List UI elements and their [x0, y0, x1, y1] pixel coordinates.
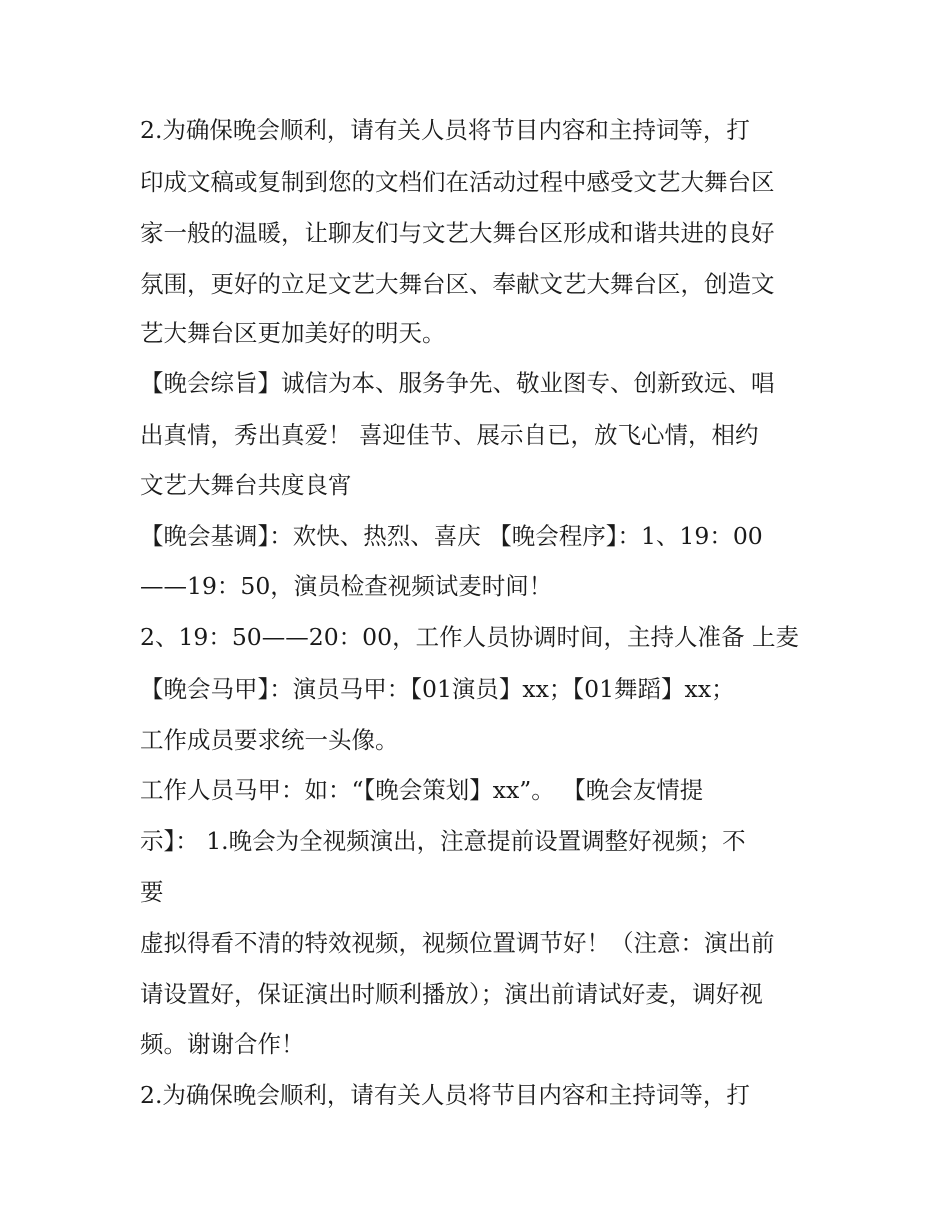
text-line-11: 2、19：50——20：00，工作人员协调时间，主持人准备 上麦 — [140, 623, 800, 651]
text-line-4: 氛围，更好的立足文艺大舞台区、奉献文艺大舞台区，创造文 — [140, 270, 775, 298]
text-line-1: 2.为确保晚会顺利，请有关人员将节目内容和主持词等，打 — [140, 116, 750, 144]
text-line-17: 虚拟得看不清的特效视频，视频位置调节好！（注意：演出前 — [140, 929, 775, 957]
text-line-15: 示】： 1.晚会为全视频演出，注意提前设置调整好视频；不 — [140, 827, 746, 855]
text-line-13: 工作成员要求统一头像。 — [140, 726, 399, 754]
text-line-3: 家一般的温暖，让聊友们与文艺大舞台区形成和谐共进的良好 — [140, 219, 775, 247]
text-line-2: 印成文稿或复制到您的文档们在活动过程中感受文艺大舞台区 — [140, 168, 775, 196]
text-line-10: ——19：50，演员检查视频试麦时间！ — [140, 572, 553, 600]
text-line-20: 2.为确保晚会顺利，请有关人员将节目内容和主持词等，打 — [140, 1081, 750, 1109]
text-line-16: 要 — [140, 878, 164, 906]
text-line-6: 【晚会综旨】诚信为本、服务争先、敬业图专、创新致远、唱 — [140, 369, 775, 397]
text-line-14: 工作人员马甲：如：“【晚会策划】xx”。 【晚会友情提 — [140, 776, 704, 804]
text-line-19: 频。谢谢合作！ — [140, 1030, 305, 1058]
text-line-5: 艺大舞台区更加美好的明天。 — [140, 319, 446, 347]
text-line-7: 出真情，秀出真爱！ 喜迎佳节、展示自已，放飞心情，相约 — [140, 421, 759, 449]
text-line-8: 文艺大舞台共度良宵 — [140, 471, 352, 499]
text-line-12: 【晚会马甲】：演员马甲：【01演员】xx；【01舞蹈】xx； — [140, 675, 735, 703]
text-line-18: 请设置好，保证演出时顺利播放）；演出前请试好麦，调好视 — [140, 980, 763, 1008]
text-line-9: 【晚会基调】：欢快、热烈、喜庆 【晚会程序】：1、19：00 — [140, 522, 763, 550]
